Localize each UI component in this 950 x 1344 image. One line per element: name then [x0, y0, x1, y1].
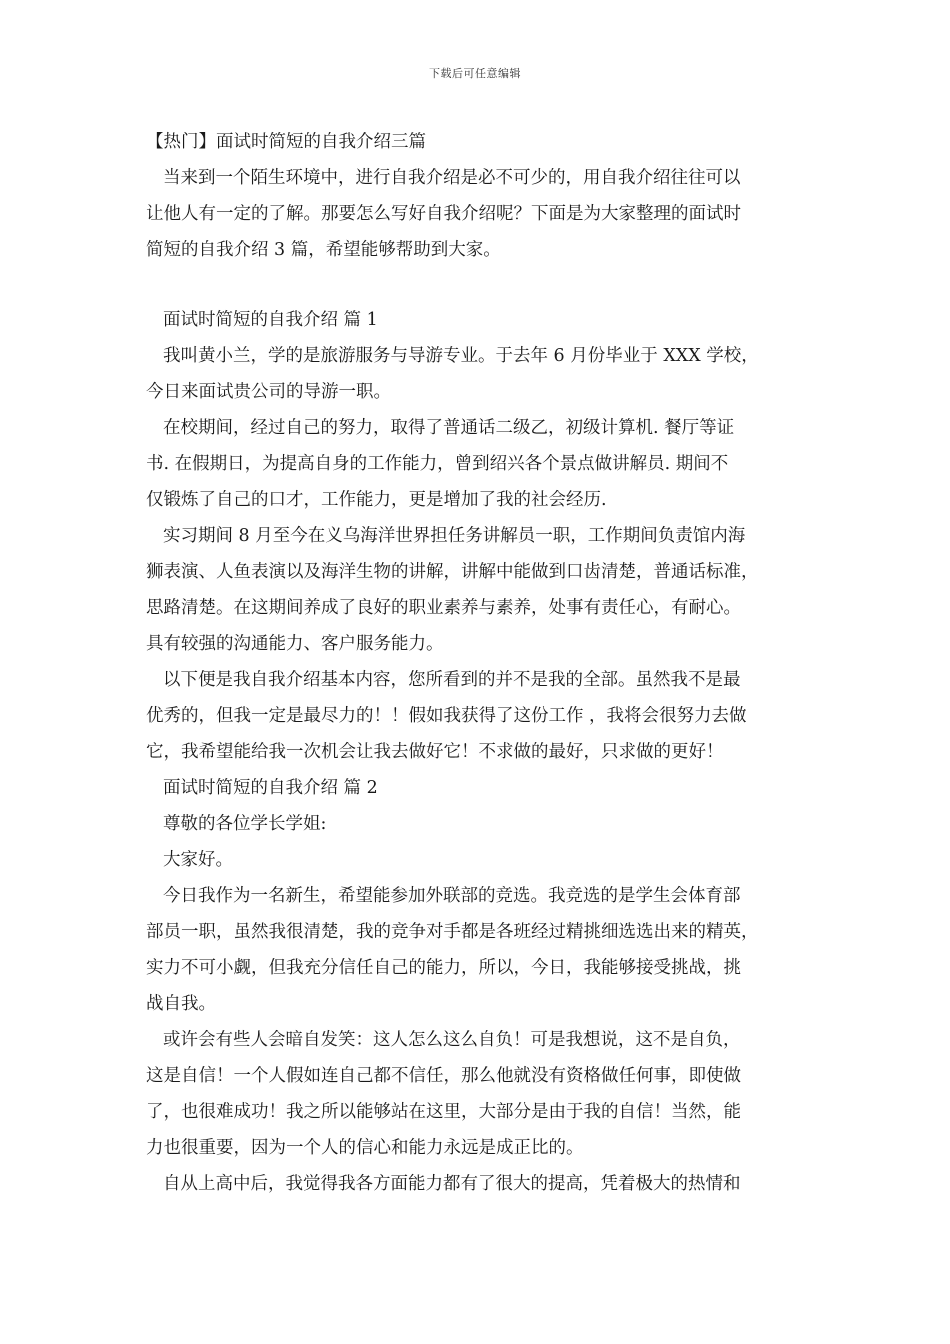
- paragraph-line: 或许会有些人会暗自发笑：这人怎么这么自负！可是我想说，这不是自负，: [163, 1030, 741, 1050]
- section-heading-2: 面试时简短的自我介绍 篇 2: [163, 778, 378, 798]
- blank-line: [146, 268, 816, 302]
- paragraph-line: 今日我作为一名新生，希望能参加外联部的竞选。我竞选的是学生会体育部: [163, 886, 741, 906]
- paragraph-line: 我叫黄小兰，学的是旅游服务与导游专业。于去年 6 月份毕业于 XXX 学校，: [163, 346, 759, 366]
- paragraph-line: 尊敬的各位学长学姐:: [163, 814, 327, 834]
- paragraph-line: 具有较强的沟通能力、客户服务能力。: [146, 634, 444, 654]
- paragraph-line: 让他人有一定的了解。那要怎么写好自我介绍呢？下面是为大家整理的面试时: [146, 204, 741, 224]
- paragraph-line: 思路清楚。在这期间养成了良好的职业素养与素养，处事有责任心，有耐心。: [146, 598, 741, 618]
- paragraph-line: 狮表演、人鱼表演以及海洋生物的讲解，讲解中能做到口齿清楚，普通话标准，: [146, 562, 759, 582]
- page-header: 下载后可任意编辑: [429, 67, 521, 80]
- paragraph-line: 在校期间，经过自己的努力，取得了普通话二级乙，初级计算机. 餐厅等证: [163, 418, 735, 438]
- paragraph-line: 仅锻炼了自己的口才，工作能力，更是增加了我的社会经历.: [146, 490, 607, 510]
- paragraph-line: 今日来面试贵公司的导游一职。: [146, 382, 391, 402]
- paragraph-line: 简短的自我介绍 3 篇，希望能够帮助到大家。: [146, 240, 501, 260]
- paragraph-line: 以下便是我自我介绍基本内容，您所看到的并不是我的全部。虽然我不是最: [163, 670, 741, 690]
- paragraph-line: 实力不可小觑，但我充分信任自己的能力，所以，今日，我能够接受挑战，挑: [146, 958, 741, 978]
- document-title: 【热门】面试时简短的自我介绍三篇: [146, 132, 426, 152]
- paragraph-line: 它，我希望能给我一次机会让我去做好它！不求做的最好，只求做的更好！: [146, 742, 724, 762]
- paragraph-line: 部员一职，虽然我很清楚，我的竞争对手都是各班经过精挑细选选出来的精英，: [146, 922, 759, 942]
- paragraph-line: 自从上高中后，我觉得我各方面能力都有了很大的提高，凭着极大的热情和: [163, 1174, 741, 1194]
- paragraph-line: 了，也很难成功！我之所以能够站在这里，大部分是由于我的自信！当然，能: [146, 1102, 741, 1122]
- paragraph-line: 战自我。: [146, 994, 216, 1014]
- paragraph-line: 大家好。: [163, 850, 233, 870]
- paragraph-line: 优秀的，但我一定是最尽力的！！假如我获得了这份工作 ，我将会很努力去做: [146, 706, 747, 726]
- paragraph-line: 书. 在假期日，为提高自身的工作能力，曾到绍兴各个景点做讲解员. 期间不: [146, 454, 729, 474]
- document-body: [146, 124, 816, 1202]
- paragraph-line: 这是自信！一个人假如连自己都不信任，那么他就没有资格做任何事，即使做: [146, 1066, 741, 1086]
- section-heading-1: 面试时简短的自我介绍 篇 1: [163, 310, 378, 330]
- paragraph-line: 实习期间 8 月至今在义乌海洋世界担任务讲解员一职，工作期间负责馆内海: [163, 526, 746, 546]
- paragraph-line: 当来到一个陌生环境中，进行自我介绍是必不可少的，用自我介绍往往可以: [163, 168, 741, 188]
- paragraph-line: 力也很重要，因为一个人的信心和能力永远是成正比的。: [146, 1138, 584, 1158]
